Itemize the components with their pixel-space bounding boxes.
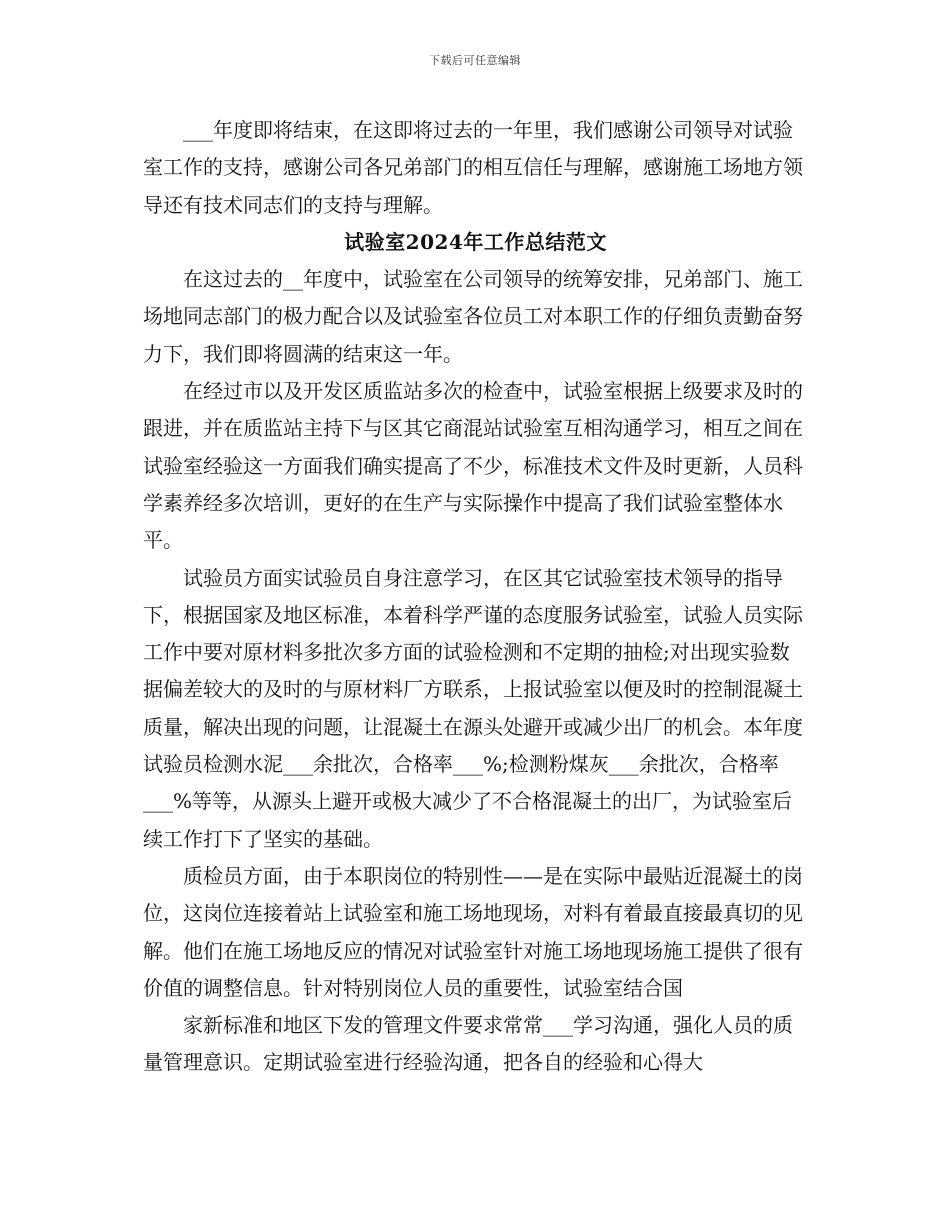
paragraph-standards: 家新标准和地区下发的管理文件要求常常___学习沟通，强化人员的质量管理意识。定期试验室进行经验沟通，把各自的经验和心得大 [143, 1013, 793, 1075]
document-title: 试验室2024年工作总结范文 [344, 229, 607, 254]
document-body [143, 112, 808, 1082]
page-header: 下载后可任意编辑 [429, 54, 521, 67]
intro-paragraph: ___年度即将结束，在这即将过去的一年里，我们感谢公司领导对试验室工作的支持，感谢公司各兄弟部门的相互信任与理解，感谢施工场地方领导还有技术同志们的支持与理解。 [143, 118, 803, 217]
paragraph-inspection: 在经过市以及开发区质监站多次的检查中，试验室根据上级要求及时的跟进，并在质监站主持下与区其它商混站试验室互相沟通学习，相互之间在试验室经验这一方面我们确实提高了不少，标准技术文件及时更新，人员科学素养经多次培训，更好的在生产与实际操作中提高了我们试验室整体水平。 [143, 379, 803, 553]
paragraph-tester: 试验员方面实试验员自身注意学习，在区其它试验室技术领导的指导下，根据国家及地区标准，本着科学严谨的态度服务试验室，试验人员实际工作中要对原材料多批次多方面的试验检测和不定期的抽检;对出现实验数据偏差较大的及时的与原材料厂方联系，上报试验室以便及时的控制混凝土质量，解决出现的问题，让混凝土在源头处避开或减少出厂的机会。本年度试验员检测水泥___余批次，合格率___%;检测粉煤灰___余批次，合格率___%等等，从源头上避开或极大减少了不合格混凝土的出厂，为试验室后续工作打下了坚实的基础。 [143, 565, 803, 851]
paragraph-quality-inspector: 质检员方面，由于本职岗位的特别性——是在实际中最贴近混凝土的岗位，这岗位连接着站上试验室和施工场地现场，对料有着最直接最真切的见解。他们在施工场地反应的情况对试验室针对施工场地现场施工提供了很有价值的调整信息。针对特别岗位人员的重要性，试验室结合国 [143, 863, 803, 1000]
paragraph-overview: 在这过去的__年度中，试验室在公司领导的统筹安排，兄弟部门、施工场地同志部门的极力配合以及试验室各位员工对本职工作的仔细负责勤奋努力下，我们即将圆满的结束这一年。 [143, 267, 803, 366]
